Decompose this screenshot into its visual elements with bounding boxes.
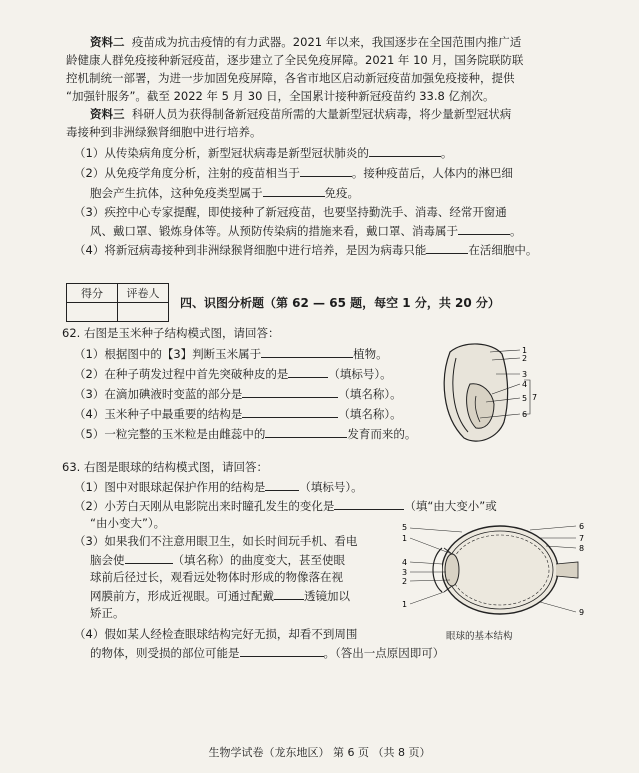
q61-item2: （2）从免疫学角度分析，注射的疫苗相当于 。接种疫苗后，人体内的淋巴细 [74,166,513,180]
material2-title: 资料二 [90,35,125,49]
eye-label-1a: 1 [402,534,408,543]
seed-label-3: 3 [522,370,528,379]
q63-item4: （4）假如某人经检查眼球结构完好无损，却看不到周围 [74,627,358,641]
q63-item3-cont2: 球前后径过长，观看远处物体时形成的物像落在视 [90,570,343,584]
grader-cell[interactable] [118,303,169,322]
q63-item3-cont4: 矫正。 [90,606,125,620]
seed-label-1: 1 [522,346,528,355]
q62-blank5[interactable] [265,425,347,438]
eye-figure-caption: 眼球的基本结构 [446,631,513,642]
q62-item2: （2）在种子萌发过程中首先突破种皮的是 （填标号）。 [74,367,392,381]
q62-stem: 62. 右图是玉米种子结构模式图，请回答： [62,326,280,340]
q63-stem: 63. 右图是眼球的结构模式图，请回答： [62,460,268,474]
material2-line3: 控机制统一部署，为进一步加固免疫屏障，各省市地区启动新冠疫苗加强免疫接种，提供 [66,71,515,85]
seed-label-4: 4 [522,380,528,389]
q61-blank4[interactable] [458,222,510,235]
score-header: 得分 [67,284,118,303]
eye-label-7: 7 [579,534,585,543]
page-footer: 生物学试卷（龙东地区） 第 6 页 （共 8 页） [208,746,431,759]
q63-blank4[interactable] [274,587,304,600]
material2-line1: 资料二 疫苗成为抗击疫情的有力武器。2021 年以来，我国逐步在全国范围内推广适 [90,35,522,49]
seed-label-2: 2 [522,354,528,363]
eye-label-5: 5 [402,523,408,532]
material3-line1: 资料三 科研人员为获得制备新冠疫苗所需的大量新型冠状病毒，将少量新型冠状病 [90,107,512,121]
q63-item3-cont3: 网膜前方，形成近视眼。可通过配戴 透镜加以 [90,589,350,603]
q61-blank3[interactable] [263,184,325,197]
q61-item2-cont: 胞会产生抗体，这种免疫类型属于 免疫。 [90,186,359,200]
eye-label-3: 3 [402,568,408,577]
q63-item3-cont1: 脑会使 （填名称）的曲度变大，甚至使眼 [90,553,345,567]
material2-line4: “加强针服务”。截至 2022 年 5 月 30 日，全国累计接种新冠疫苗约 33.8 亿剂次。 [66,89,495,103]
q61-blank1[interactable] [369,144,441,157]
eye-label-4: 4 [402,558,408,567]
q63-item4-cont: 的物体，则受损的部位可能是 。（答出一点原因即可） [90,646,445,660]
q62-blank4[interactable] [242,405,338,418]
eye-label-6: 6 [579,522,585,531]
eye-label-9: 9 [579,608,585,617]
q63-item1: （1）图中对眼球起保护作用的结构是 （填标号）。 [74,480,363,494]
q62-item4: （4）玉米种子中最重要的结构是 （填名称）。 [74,407,402,421]
eye-label-1b: 1 [402,600,408,609]
q62-blank3[interactable] [242,385,338,398]
seed-label-6: 6 [522,410,528,419]
material3-title: 资料三 [90,107,125,121]
grader-header: 评卷人 [118,284,169,303]
material3-line2: 毒接种到非洲绿猴肾细胞中进行培养。 [66,125,262,139]
score-table [66,283,169,322]
q61-item3: （3）疾控中心专家提醒，即使接种了新冠疫苗，也要坚持勤洗手、消毒、经常开窗通 [74,205,507,219]
q61-item4: （4）将新冠病毒接种到非洲绿猴肾细胞中进行培养，是因为病毒只能 在活细胞中。 [74,243,538,257]
q63-blank2[interactable] [334,497,404,510]
q63-item2-cont: “由小变大”）。 [90,516,166,530]
q63-item2: （2）小芳白天刚从电影院出来时瞳孔发生的变化是 （填“由大变小”或 [74,499,497,513]
q61-item1: （1）从传染病角度分析，新型冠状病毒是新型冠状肺炎的 。 [74,146,453,160]
q61-blank5[interactable] [426,241,468,254]
eye-label-8: 8 [579,544,585,553]
q61-blank2[interactable] [300,164,352,177]
eye-label-2: 2 [402,577,408,586]
score-cell[interactable] [67,303,118,322]
q62-blank1[interactable] [261,345,353,358]
q62-item1: （1）根据图中的【3】判断玉米属于 植物。 [74,347,388,361]
eyeball-diagram [400,518,590,628]
corn-seed-diagram [430,338,540,446]
q61-item3-cont: 风、戴口罩、锻炼身体等。从预防传染病的措施来看，戴口罩、消毒属于 。 [90,224,522,238]
q62-blank2[interactable] [288,365,328,378]
section4-title: 四、识图分析题（第 62 — 65 题，每空 1 分，共 20 分） [180,296,500,310]
q62-item3: （3）在滴加碘液时变蓝的部分是 （填名称）。 [74,387,402,401]
q63-blank1[interactable] [265,478,299,491]
q63-item3: （3）如果我们不注意用眼卫生，如长时间玩手机、看电 [74,534,358,548]
q63-blank3[interactable] [125,551,173,564]
material2-line2: 龄健康人群免疫接种新冠疫苗，逐步建立了全民免疫屏障。2021 年 10 月，国务院联防联 [66,53,524,67]
seed-label-7: 7 [532,393,538,402]
q63-blank5[interactable] [240,644,324,657]
q62-item5: （5）一粒完整的玉米粒是由雌蕊中的 发育而来的。 [74,427,417,441]
seed-label-5: 5 [522,394,528,403]
